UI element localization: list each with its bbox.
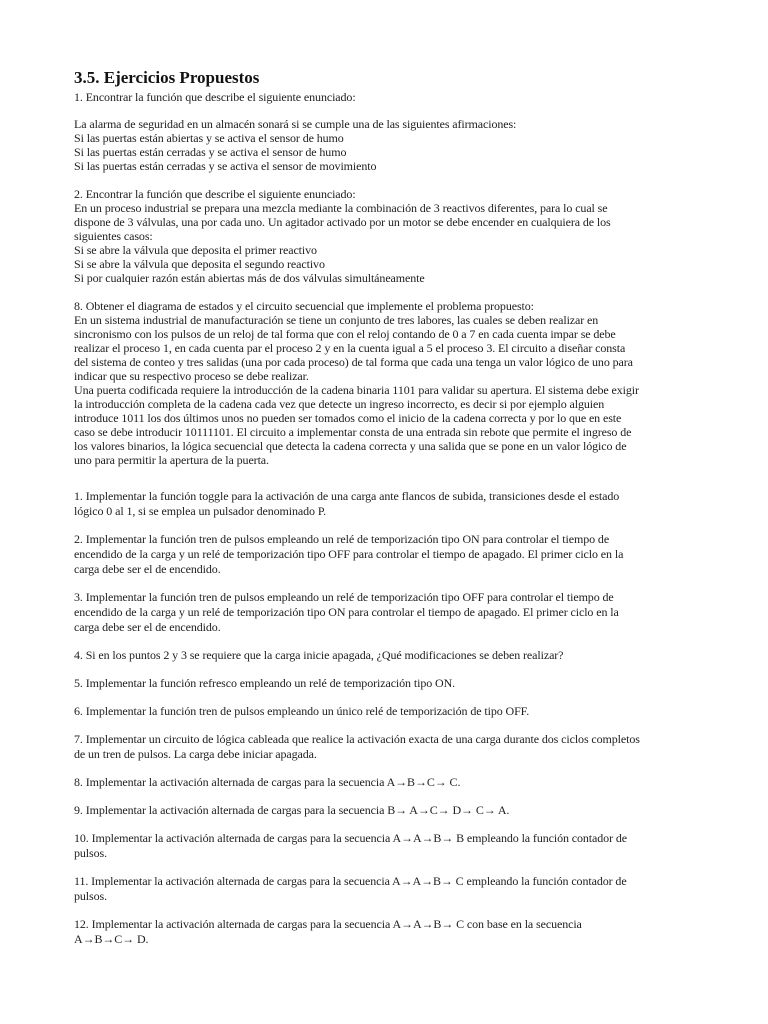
ex8-line: introduce 1011 los dos últimos unos no pueden ser tomados como el inicio de la cadena correcta y por lo que en este [74,411,622,425]
ex2-line: En un proceso industrial se prepara una mezcla mediante la combinación de 3 reactivos diferentes, para lo cual se [74,201,608,215]
list-item-line: 2. Implementar la función tren de pulsos empleando un relé de temporización tipo ON para controlar el tiempo de [74,532,610,546]
spacer [74,663,698,676]
ex1-line: Si las puertas están cerradas y se activa el sensor de humo [74,145,347,159]
list-item-line: 7. Implementar un circuito de lógica cableada que realice la activación exacta de una carga durante dos ciclos completos [74,732,640,746]
ex1-line: Si las puertas están abiertas y se activa el sensor de humo [74,131,344,145]
list-item [74,489,698,519]
list-item-line: encendido de la carga y un relé de temporización tipo ON para controlar el tiempo de apagado. El primer ciclo en la [74,605,619,619]
section-title: 3.5. Ejercicios Propuestos [74,68,260,87]
list-item-line: encendido de la carga y un relé de temporización tipo OFF para controlar el tiempo de apagado. El primer ciclo en la [74,547,624,561]
list-item-line: 1. Implementar la función toggle para la activación de una carga ante flancos de subida, transiciones desde el estado [74,489,620,503]
ex8-line: la introducción completa de la cadena cada vez que detecte un ingreso incorrecto, es decir si por ejemplo alguien [74,397,605,411]
list-item-line: A→B→C→ D. [74,932,149,946]
ex8-line: del sistema de conteo y tres salidas (una por cada proceso) de tal forma que cada una tenga un valor lógico de uno para [74,355,633,369]
list-item [74,532,698,577]
list-item-line: 12. Implementar la activación alternada de cargas para la secuencia A→A→B→ C con base en la secuencia [74,917,582,931]
list-item-line: lógico 0 al 1, si se emplea un pulsador denominado P. [74,504,326,518]
spacer [74,519,698,532]
list-item-line: carga debe ser el de encendido. [74,562,221,576]
spacer [74,861,698,874]
spacer [74,104,698,117]
list-item-line: pulsos. [74,889,107,903]
exercise-list [74,489,698,947]
spacer [74,818,698,831]
ex8-line: caso se debe introducir 10111101. El circuito a implementar consta de una entrada sin rebote que permite el ingreso de [74,425,632,439]
ex8-line: uno para permitir la apertura de la puerta. [74,453,269,467]
list-item [74,676,698,691]
spacer [74,691,698,704]
spacer [74,635,698,648]
ex1-line: 1. Encontrar la función que describe el siguiente enunciado: [74,90,356,104]
spacer [74,790,698,803]
ex8-line: los valores binarios, la lógica secuencial que detecta la cadena correcta y una salida que se pone en un valor lógico de [74,439,627,453]
list-item-line: 10. Implementar la activación alternada de cargas para la secuencia A→A→B→ B empleando la función contador de [74,831,627,845]
list-item-line: de un tren de pulsos. La carga debe iniciar apagada. [74,747,317,761]
list-item-line: 11. Implementar la activación alternada de cargas para la secuencia A→A→B→ C empleando la función contador de [74,874,627,888]
ex8-line: En un sistema industrial de manufacturación se tiene un conjunto de tres labores, las cuales se deben realizar en [74,313,599,327]
list-item-line: 4. Si en los puntos 2 y 3 se requiere que la carga inicie apagada, ¿Qué modificaciones se deben realizar? [74,648,564,662]
list-item [74,732,698,762]
document-page [74,66,698,947]
list-item [74,704,698,719]
ex8-line: sincronismo con los pulsos de un reloj de tal forma que con el reloj contando de 0 a 7 en cada cuenta impar se debe [74,327,616,341]
list-item-line: 5. Implementar la función refresco empleando un relé de temporización tipo ON. [74,676,456,690]
list-item [74,648,698,663]
list-item-line: 8. Implementar la activación alternada de cargas para la secuencia A→B→C→ C. [74,775,461,789]
ex2-line: Si por cualquier razón están abiertas más de dos válvulas simultáneamente [74,271,425,285]
ex8-line: realizar el proceso 1, en cada cuenta par el proceso 2 y en la cuenta igual a 5 el proceso 3. El circuito a diseñar consta [74,341,626,355]
list-item [74,874,698,904]
ex2-line: dispone de 3 válvulas, una por cada uno. Un agitador activado por un motor se debe encender en cualquiera de los [74,215,611,229]
ex2-line: siguientes casos: [74,229,153,243]
list-item [74,590,698,635]
list-item [74,917,698,947]
spacer [74,285,698,299]
spacer [74,467,698,489]
list-item-line: 6. Implementar la función tren de pulsos empleando un único relé de temporización de tipo OFF. [74,704,530,718]
exercise-8 [74,299,698,467]
list-item-line: 9. Implementar la activación alternada de cargas para la secuencia B→ A→C→ D→ C→ A. [74,803,510,817]
spacer [74,173,698,187]
ex1-line: La alarma de seguridad en un almacén sonará si se cumple una de las siguientes afirmaciones: [74,117,517,131]
exercise-1 [74,90,698,173]
ex1-line: Si las puertas están cerradas y se activa el sensor de movimiento [74,159,377,173]
list-item-line: 3. Implementar la función tren de pulsos empleando un relé de temporización tipo OFF para controlar el tiempo de [74,590,614,604]
ex8-line: indicar que su respectivo proceso se debe realizar. [74,369,309,383]
list-item-line: carga debe ser el de encendido. [74,620,221,634]
spacer [74,762,698,775]
ex8-line: 8. Obtener el diagrama de estados y el circuito secuencial que implemente el problema propuesto: [74,299,534,313]
spacer [74,577,698,590]
ex8-line: Una puerta codificada requiere la introducción de la cadena binaria 1101 para validar su apertura. El sistema debe exigir [74,383,639,397]
list-item-line: pulsos. [74,846,107,860]
list-item [74,775,698,790]
list-item [74,831,698,861]
ex2-line: 2. Encontrar la función que describe el siguiente enunciado: [74,187,356,201]
spacer [74,904,698,917]
spacer [74,719,698,732]
list-item [74,803,698,818]
ex2-line: Si se abre la válvula que deposita el primer reactivo [74,243,317,257]
ex2-line: Si se abre la válvula que deposita el segundo reactivo [74,257,325,271]
exercise-2 [74,187,698,285]
